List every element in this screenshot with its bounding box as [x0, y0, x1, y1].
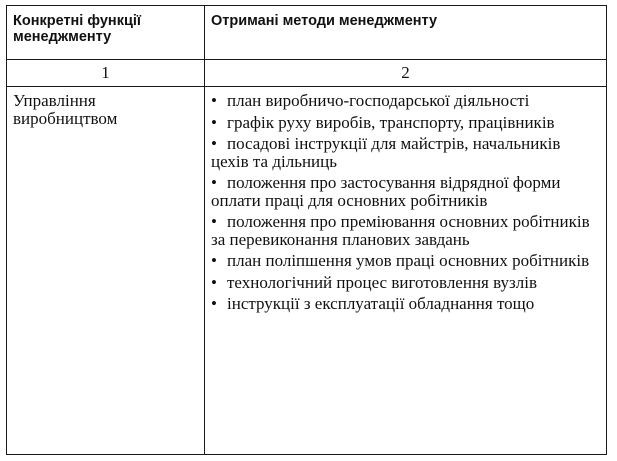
column-number-1: 1 [101, 63, 110, 82]
column-number-2: 2 [401, 63, 410, 82]
list-item [211, 252, 600, 270]
table-header-row [7, 6, 607, 60]
column-number-cell-1 [7, 60, 205, 87]
list-item [211, 274, 600, 292]
bullet-icon: • [211, 272, 217, 292]
list-item [211, 174, 600, 209]
header-functions-label: Конкретні функції менеджменту [13, 13, 141, 45]
bullet-icon: • [211, 251, 217, 270]
list-item [211, 135, 600, 170]
method-text: посадові інструкції для майстрів, начальників цехів та дільниць [211, 134, 561, 171]
methods-list [205, 87, 606, 313]
column-number-cell-2 [205, 60, 607, 87]
function-cell [7, 87, 205, 455]
list-item [211, 213, 600, 248]
method-text: інструкції з експлуатації обладнання тощо [227, 294, 535, 313]
header-cell-functions [7, 6, 205, 60]
method-text: план виробничо-господарської діяльності [227, 91, 530, 110]
management-methods-table [6, 5, 607, 455]
bullet-icon: • [211, 173, 217, 192]
column-number-row [7, 60, 607, 87]
method-text: положення про застосування відрядної форми оплати праці для основних робітників [211, 173, 561, 210]
methods-cell [205, 87, 607, 455]
table-row [7, 87, 607, 455]
list-item [211, 114, 600, 132]
function-name: Управління виробництвом [13, 91, 118, 128]
method-text: графік руху виробів, транспорту, працівників [227, 112, 555, 132]
bullet-icon: • [211, 212, 217, 231]
bullet-icon: • [211, 91, 217, 110]
bullet-icon: • [211, 134, 217, 153]
method-text: положення про преміювання основних робітників за перевиконання планових завдань [211, 212, 590, 249]
bullet-icon: • [211, 294, 217, 313]
header-methods-label: Отримані методи менеджменту [211, 13, 438, 29]
list-item [211, 92, 600, 110]
header-cell-methods [205, 6, 607, 60]
method-text: технологічний процес виготовлення вузлів [227, 272, 538, 292]
bullet-icon: • [211, 112, 217, 132]
list-item [211, 295, 600, 313]
method-text: план поліпшення умов праці основних робітників [227, 251, 590, 270]
